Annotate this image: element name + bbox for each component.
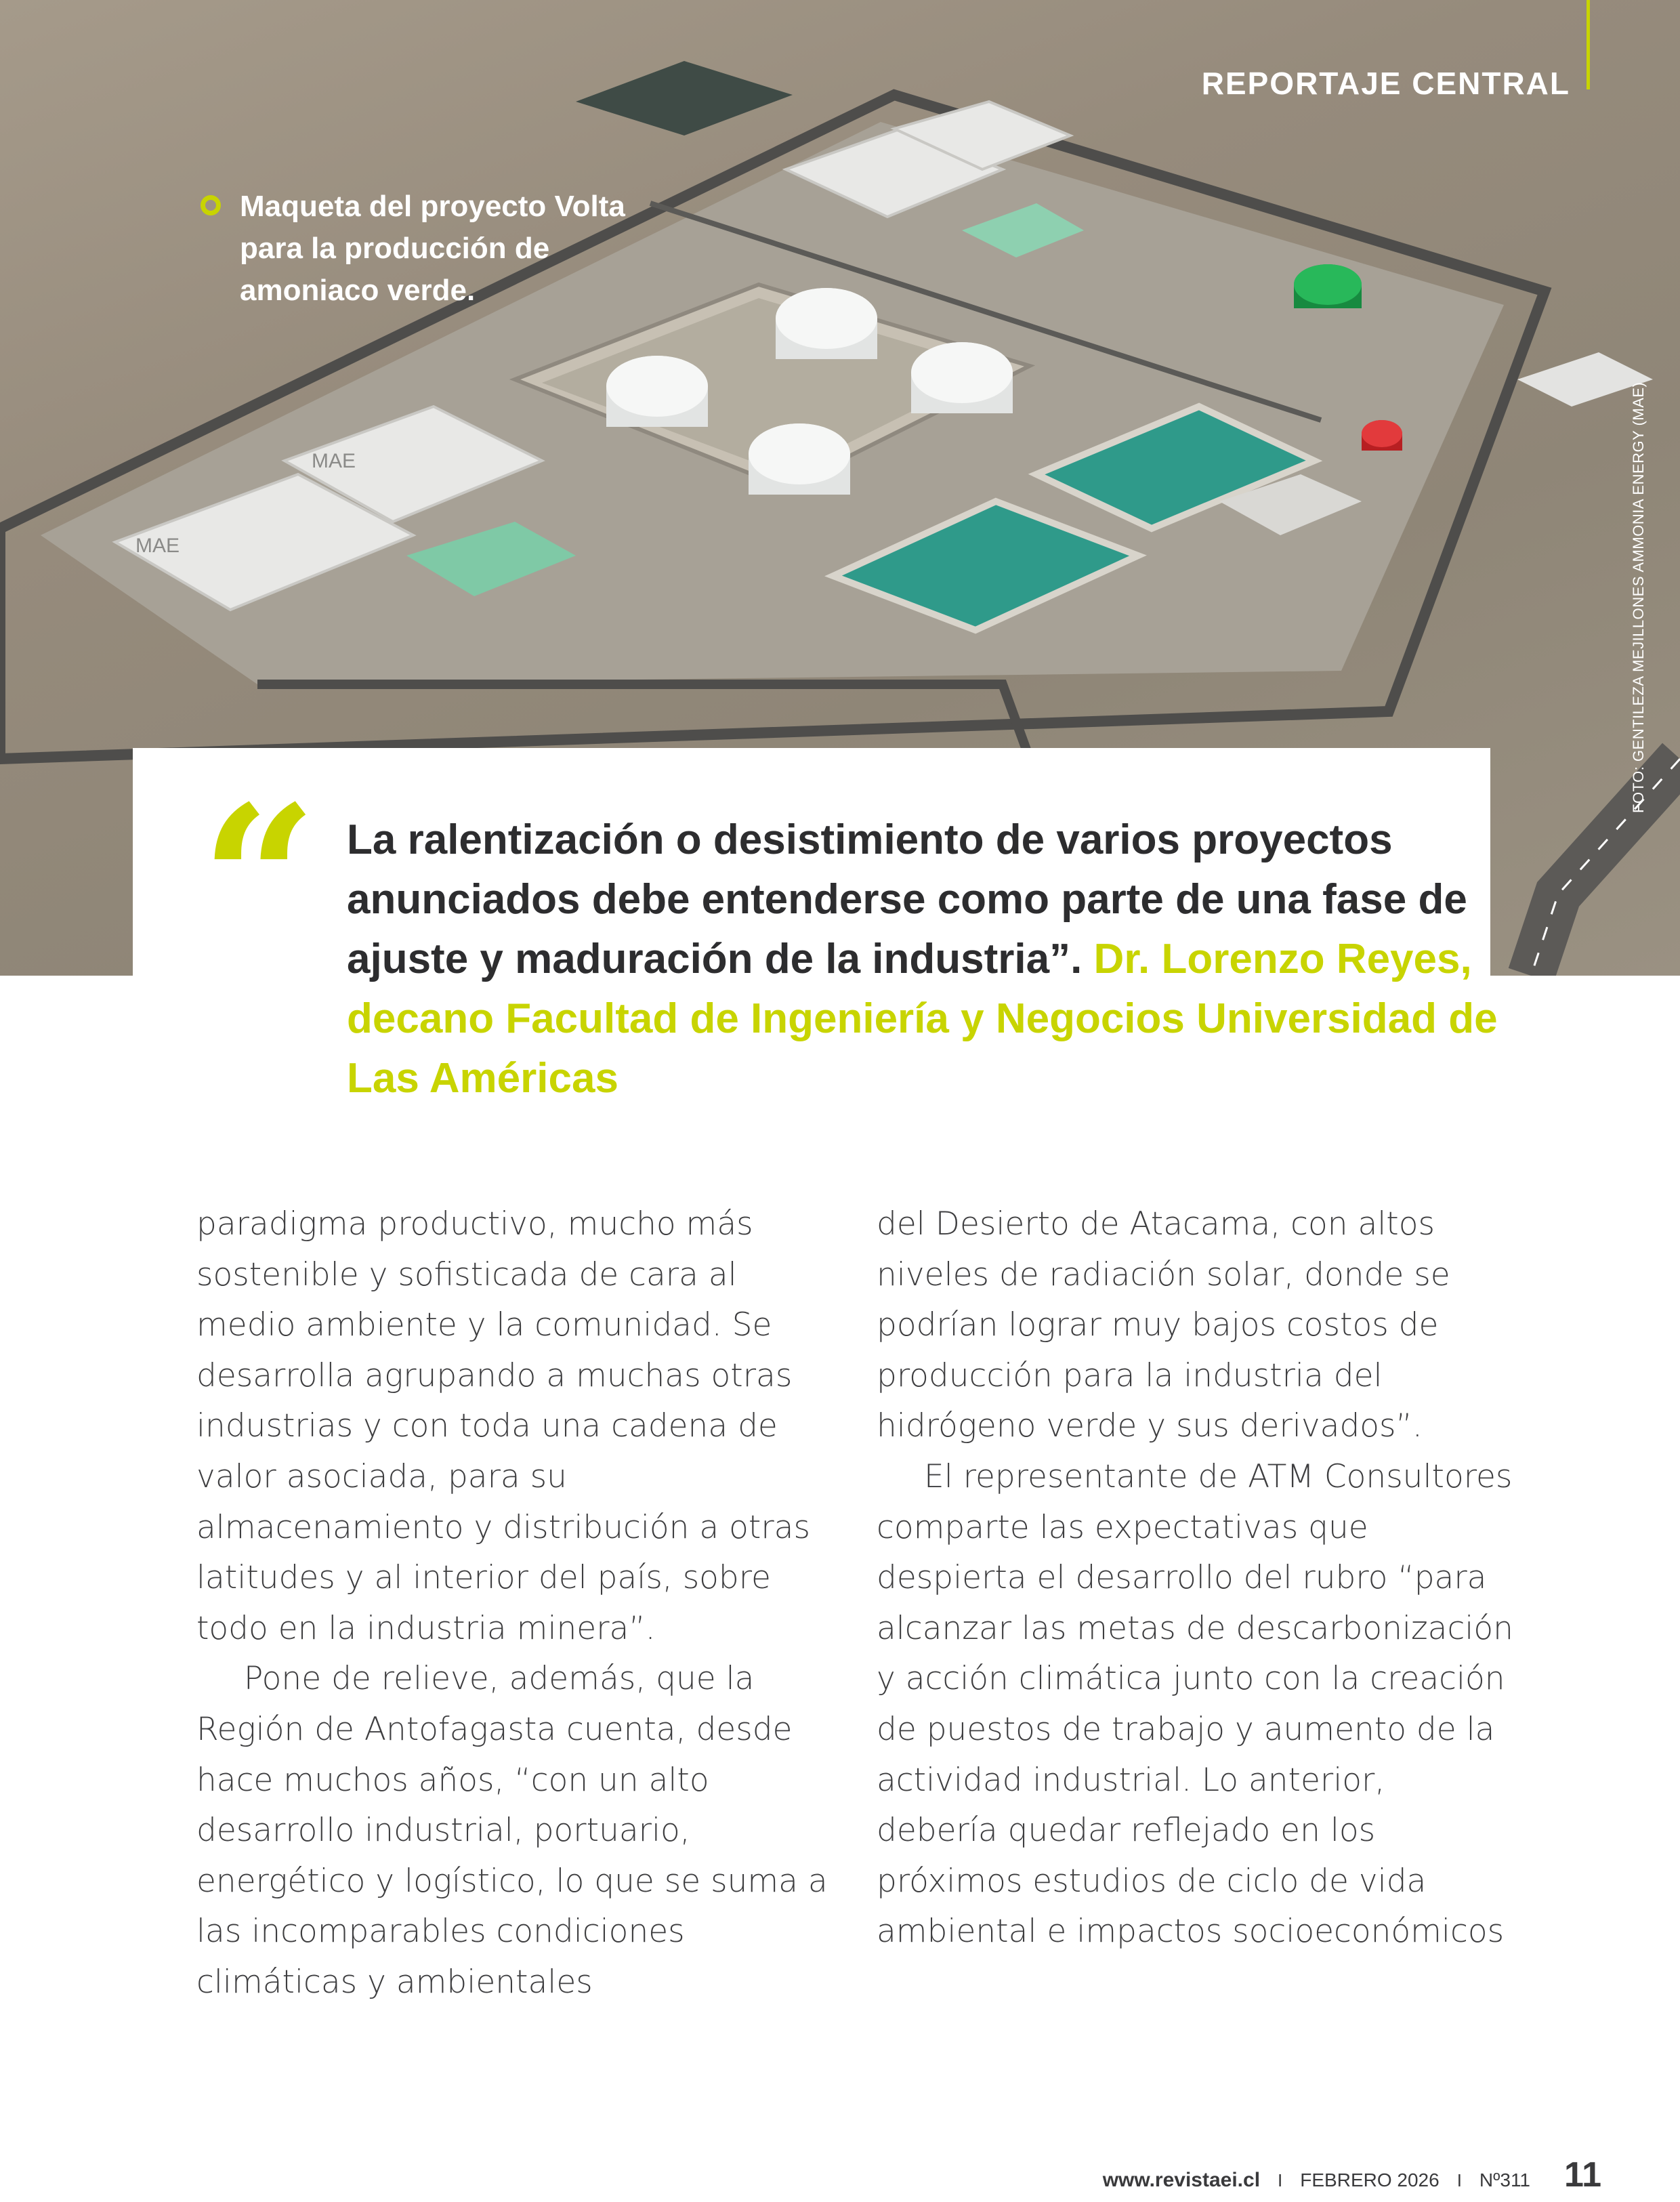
footer-separator: I xyxy=(1278,2170,1283,2190)
body-paragraph: El representante de ATM Consultores comparte las expectativas que despierta el desarrollo del rubro “para alcanzar las metas de descarbonización y acción climática junto con la creación de puestos de trabajo y aumento de la actividad industrial. Lo anterior, debería quedar reflejado en los próximos estudios de ciclo de vida ambiental e impactos socioeconómicos xyxy=(877,1457,1513,1951)
section-label: REPORTAJE CENTRAL xyxy=(1201,66,1570,101)
mae-building-label: MAE xyxy=(135,535,180,557)
quote-mark-icon: “ xyxy=(201,761,318,1000)
website-link[interactable]: www.revistaei.cl xyxy=(1102,2169,1261,2191)
pull-quote xyxy=(347,810,1526,1108)
section-accent-rule xyxy=(1587,0,1590,89)
footer-separator: I xyxy=(1456,2170,1462,2190)
issue-date: FEBRERO 2026 xyxy=(1300,2169,1440,2190)
body-paragraph: paradigma productivo, mucho más sostenible y sofisticada de cara al medio ambiente y la comunidad. Se desarrolla agrupando a muchas otras industrias y con toda una cadena de valor asociada, para su almacenamiento y distribución a otras latitudes y al interior del país, sobre todo en la industria minera”. xyxy=(196,1205,810,1647)
circle-bullet-icon xyxy=(201,195,221,215)
body-paragraph: Pone de relieve, además, que la Región de Antofagasta cuenta, desde hace muchos años, “con un alto desarrollo industrial, portuario, energético y logístico, lo que se suma a las incomparables condiciones climáticas y ambientales xyxy=(196,1660,828,2001)
pull-quote-attribution: Dr. Lorenzo Reyes, decano Facultad de Ingeniería y Negocios Universidad de Las Américas xyxy=(347,936,1498,1102)
page-footer xyxy=(1103,2155,1601,2202)
photo-credit: FOTO: GENTILEZA MEJILLONES AMMONIA ENERGY (MAE) xyxy=(1630,381,1647,813)
mae-building-label: MAE xyxy=(312,450,356,472)
pull-quote-text: La ralentización o desistimiento de varios proyectos anunciados debe entenderse como parte de una fase de ajuste y maduración de la industria”. xyxy=(347,816,1467,982)
page-number: 11 xyxy=(1564,2155,1601,2195)
photo-caption-text: Maqueta del proyecto Volta para la producción de amoniaco verde. xyxy=(240,190,625,307)
body-column-right xyxy=(877,1199,1513,1957)
photo-caption xyxy=(201,186,634,312)
body-column-left xyxy=(196,1199,833,2008)
issue-number: Nº311 xyxy=(1479,2169,1531,2190)
body-paragraph: del Desierto de Atacama, con altos niveles de radiación solar, donde se podrían lograr muy bajos costos de producción para la industria del hidrógeno verde y sus derivados”. xyxy=(877,1205,1450,1445)
